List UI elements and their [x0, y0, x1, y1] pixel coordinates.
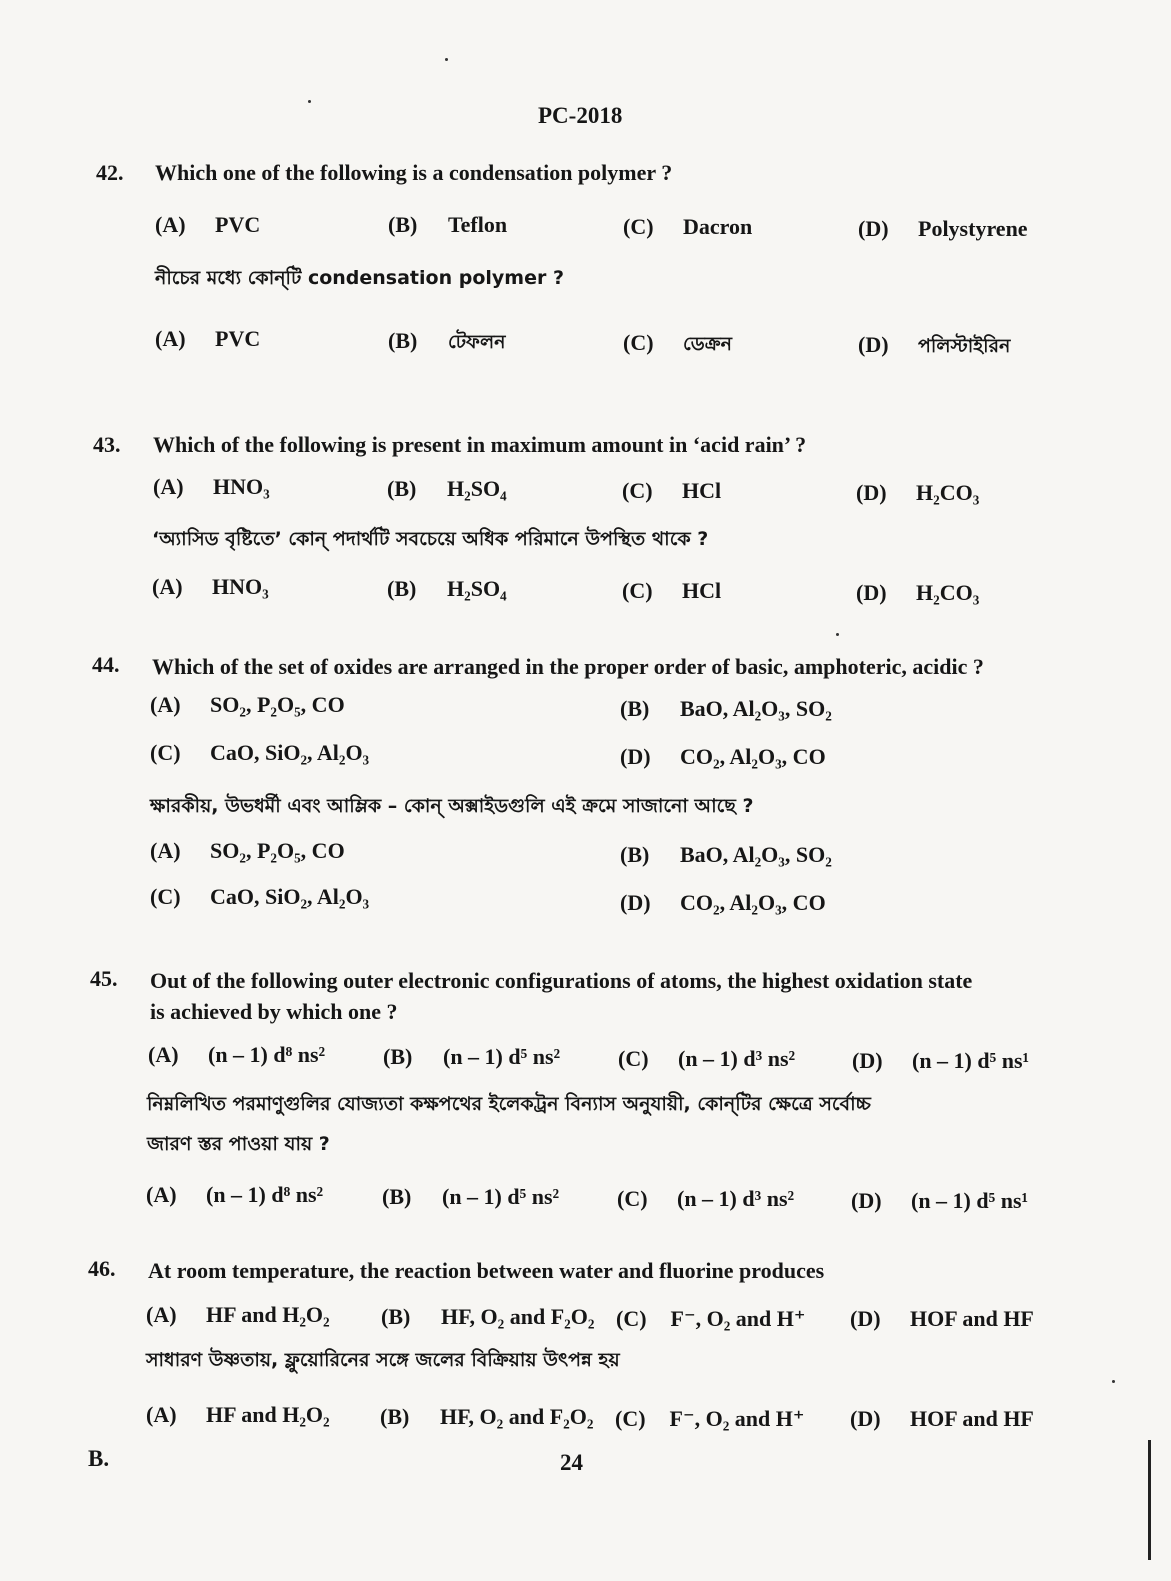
footer-series: B.: [88, 1446, 110, 1471]
option-d-bn: (D) CO₂, Al₂O₃, CO: [620, 890, 826, 915]
option-c-en: (C) (n – 1) d³ ns²: [618, 1046, 796, 1071]
option-c-bn: (C) HCl: [622, 578, 722, 603]
scan-edge-mark: [1148, 1440, 1151, 1560]
question-text-bn: নীচের মধ্যে কোন্‌টি condensation polymer ?: [155, 267, 564, 289]
option-a-en: (A) SO₂, P₂O₅, CO: [150, 692, 345, 717]
option-c-en: (C) Dacron: [623, 214, 753, 239]
option-d-en: (D) H₂CO₃: [856, 480, 980, 505]
question-number: 42.: [96, 160, 124, 185]
option-d-en: (D) HOF and HF: [850, 1306, 1034, 1331]
option-a-bn: (A) HF and H₂O₂: [146, 1402, 330, 1427]
option-a-bn: (A) SO₂, P₂O₅, CO: [150, 838, 345, 863]
option-d-bn: (D) (n – 1) d⁵ ns¹: [851, 1188, 1029, 1213]
question-text-bn: সাধারণ উষ্ণতায়, ফ্লুয়োরিনের সঙ্গে জলের বিক্রিয়ায় উৎপন্ন হয়: [146, 1349, 620, 1371]
option-b-bn: (B) H₂SO₄: [387, 576, 507, 601]
option-d-en: (D) CO₂, Al₂O₃, CO: [620, 744, 826, 769]
page-number: 24: [560, 1450, 583, 1475]
option-c-bn: (C) ডেক্রন: [623, 330, 732, 355]
question-text-en: At room temperature, the reaction between water and fluorine produces: [148, 1258, 825, 1283]
question-number: 46.: [88, 1256, 116, 1281]
scan-speck: [445, 58, 448, 61]
option-c-bn: (C) (n – 1) d³ ns²: [617, 1186, 795, 1211]
question-text-bn: নিম্নলিখিত পরমাণুগুলির যোজ্যতা কক্ষপথের ইলেকট্রন বিন্যাস অনুযায়ী, কোন্‌টির ক্ষেত্রে সর্বোচ্চ: [147, 1093, 871, 1115]
option-b-en: (B) H₂SO₄: [387, 476, 507, 501]
question-text-en: Which one of the following is a condensation polymer ?: [155, 160, 673, 185]
option-d-en: (D) Polystyrene: [858, 216, 1028, 241]
scan-speck: [1112, 1380, 1115, 1383]
question-number: 43.: [93, 432, 121, 457]
option-b-bn: (B) টেফলন: [388, 328, 506, 353]
page-header-code: PC-2018: [538, 103, 623, 128]
option-a-en: (A) PVC: [155, 212, 261, 237]
option-a-bn: (A) PVC: [155, 326, 261, 351]
option-d-bn: (D) H₂CO₃: [856, 580, 980, 605]
option-a-en: (A) (n – 1) d⁸ ns²: [148, 1042, 326, 1067]
question-text-en: Which of the following is present in maximum amount in ‘acid rain’ ?: [153, 432, 807, 457]
question-number: 45.: [90, 966, 118, 991]
option-b-bn: (B) BaO, Al₂O₃, SO₂: [620, 842, 832, 867]
option-a-bn: (A) HNO₃: [152, 574, 269, 599]
option-c-en: (C) CaO, SiO₂, Al₂O₃: [150, 740, 370, 765]
option-b-en: (B) Teflon: [388, 212, 508, 237]
option-b-bn: (B) HF, O₂ and F₂O₂: [380, 1404, 594, 1429]
option-a-en: (A) HF and H₂O₂: [146, 1302, 330, 1327]
option-a-en: (A) HNO₃: [153, 474, 270, 499]
option-c-en: (C) HCl: [622, 478, 722, 503]
option-b-en: (B) (n – 1) d⁵ ns²: [383, 1044, 561, 1069]
scan-speck: [836, 633, 839, 636]
option-c-bn: (C) F⁻, O₂ and H⁺: [615, 1406, 805, 1431]
option-d-bn: (D) পলিস্টাইরিন: [858, 332, 1011, 357]
option-c-bn: (C) CaO, SiO₂, Al₂O₃: [150, 884, 370, 909]
option-a-bn: (A) (n – 1) d⁸ ns²: [146, 1182, 324, 1207]
question-number: 44.: [92, 652, 120, 677]
option-d-bn: (D) HOF and HF: [850, 1406, 1034, 1431]
option-b-bn: (B) (n – 1) d⁵ ns²: [382, 1184, 560, 1209]
question-text-en-cont: is achieved by which one ?: [150, 999, 398, 1024]
option-b-en: (B) HF, O₂ and F₂O₂: [381, 1304, 595, 1329]
question-text-bn: ‘অ্যাসিড বৃষ্টিতে’ কোন্ পদার্থটি সবচেয়ে অধিক পরিমানে উপস্থিত থাকে ?: [152, 528, 709, 550]
option-d-en: (D) (n – 1) d⁵ ns¹: [852, 1048, 1030, 1073]
question-text-bn-cont: জারণ স্তর পাওয়া যায় ?: [147, 1133, 330, 1155]
option-c-en: (C) F⁻, O₂ and H⁺: [616, 1306, 806, 1331]
question-text-en: Out of the following outer electronic configurations of atoms, the highest oxidation state: [150, 968, 973, 993]
option-b-en: (B) BaO, Al₂O₃, SO₂: [620, 696, 832, 721]
question-text-bn: ক্ষারকীয়, উভধর্মী এবং আম্লিক – কোন্ অক্সাইডগুলি এই ক্রমে সাজানো আছে ?: [150, 795, 754, 817]
question-text-en: Which of the set of oxides are arranged in the proper order of basic, amphoteric, acidic ?: [152, 654, 984, 679]
scan-speck: [308, 100, 311, 103]
